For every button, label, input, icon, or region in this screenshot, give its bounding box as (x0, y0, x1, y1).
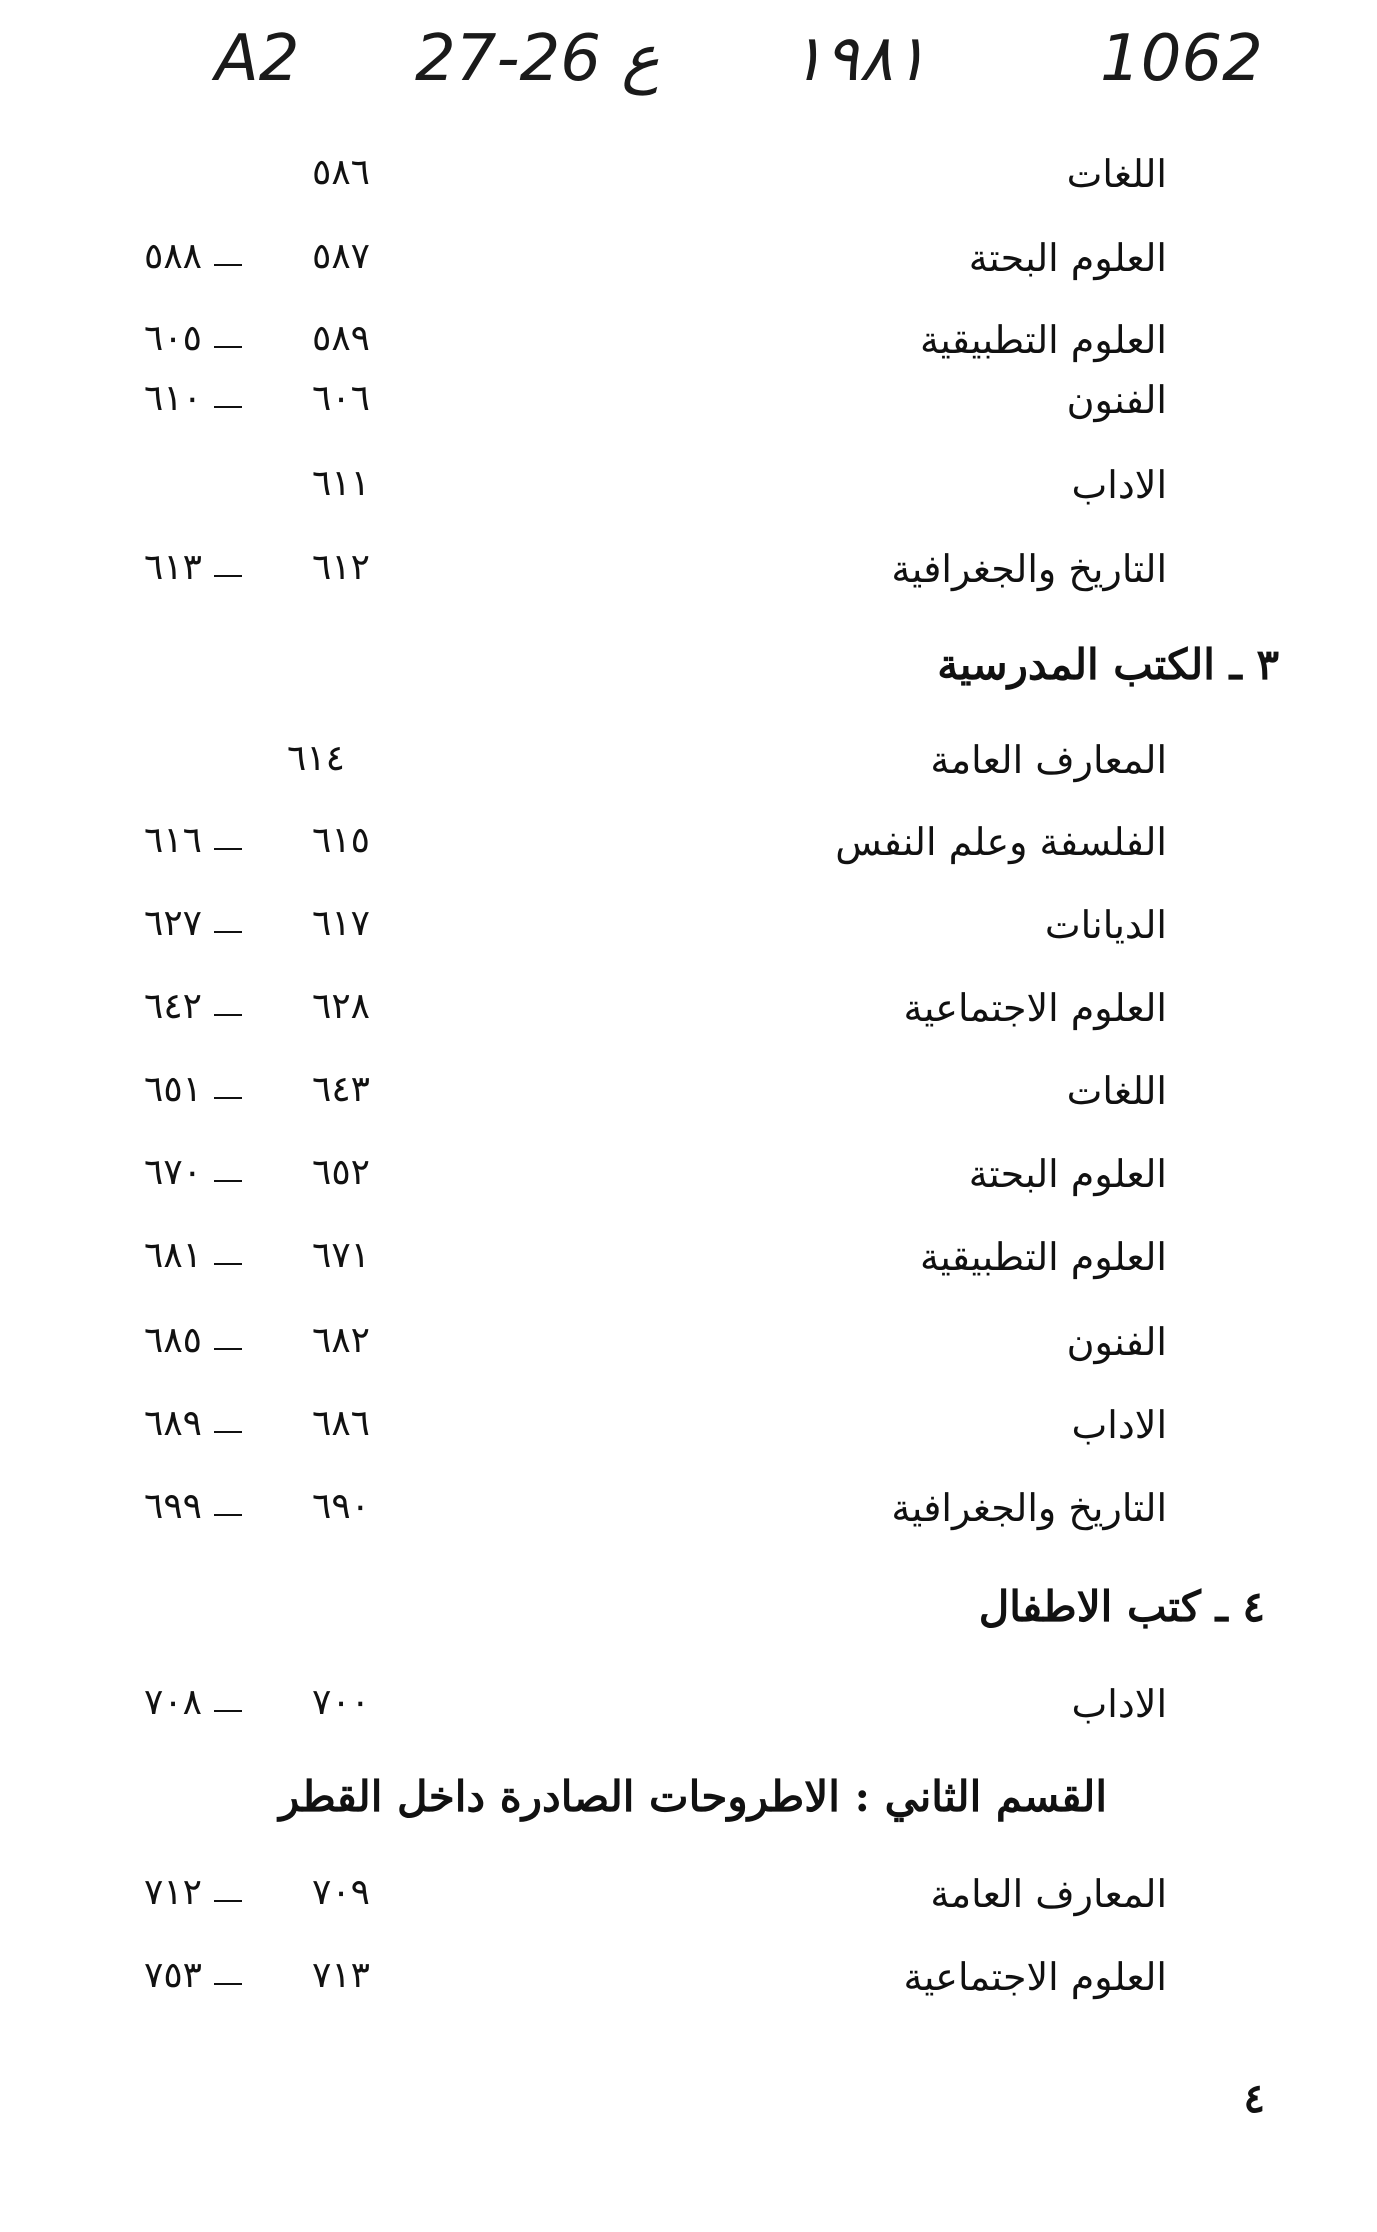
range-dash (214, 346, 242, 348)
range-start: ٦٨٦ (311, 1403, 370, 1444)
range-end: ٦٤٢ (143, 986, 202, 1027)
range-start: ٧١٣ (311, 1955, 370, 1996)
section-heading-theses: القسم الثاني : الاطروحات الصادرة داخل القطر (279, 1772, 1107, 1821)
handwritten-ref-code: A2 (215, 22, 300, 96)
range-end: ٧٥٣ (143, 1955, 202, 1996)
range-dash (214, 1263, 242, 1265)
range-end: ٦٢٧ (143, 903, 202, 944)
range-start: ٦١٢ (311, 547, 370, 588)
handwritten-year: ١٩٨١ (790, 22, 928, 96)
range-dash (214, 1348, 242, 1350)
range-start: ٥٨٧ (311, 236, 370, 277)
range-end: ٦٨٩ (143, 1403, 202, 1444)
index-row (0, 1955, 1377, 2015)
range-dash (214, 1514, 242, 1516)
range-dash (214, 931, 242, 933)
handwritten-number: 1062 (1100, 22, 1263, 96)
page-number: ٤ (1243, 2075, 1265, 2122)
entry-label: العلوم التطبيقية (919, 1235, 1167, 1279)
range-dash (214, 1900, 242, 1902)
range-start: ٦٢٨ (311, 986, 370, 1027)
index-row (0, 318, 1377, 378)
range-start: ٦١٤ (286, 738, 345, 779)
index-row (0, 152, 1377, 212)
entry-label: التاريخ والجغرافية (891, 547, 1167, 591)
index-row (0, 1235, 1377, 1295)
index-row (0, 463, 1377, 523)
range-start: ٧٠٠ (311, 1682, 370, 1723)
entry-label: اللغات (1066, 1069, 1167, 1113)
index-row (0, 1486, 1377, 1546)
range-start: ٦٥٢ (311, 1152, 370, 1193)
range-end: ٦١٣ (143, 547, 202, 588)
entry-label: الفنون (1066, 378, 1167, 422)
range-end: ٦١٦ (143, 820, 202, 861)
range-end: ٦٨١ (143, 1235, 202, 1276)
index-row (0, 378, 1377, 438)
range-start: ٦٩٠ (311, 1486, 370, 1527)
index-row (0, 1152, 1377, 1212)
entry-label: التاريخ والجغرافية (891, 1486, 1167, 1530)
range-dash (214, 406, 242, 408)
range-start: ٦١٧ (311, 903, 370, 944)
index-row (0, 547, 1377, 607)
range-end: ٦١٠ (143, 378, 202, 419)
range-dash (214, 1180, 242, 1182)
range-dash (214, 264, 242, 266)
entry-label: العلوم التطبيقية (919, 318, 1167, 362)
range-end: ٧٠٨ (143, 1682, 202, 1723)
range-end: ٦٩٩ (143, 1486, 202, 1527)
range-start: ٥٨٦ (311, 152, 370, 193)
entry-label: المعارف العامة (930, 738, 1167, 782)
index-row (0, 1069, 1377, 1129)
entry-label: الاداب (1071, 463, 1167, 507)
entry-label: الاداب (1071, 1403, 1167, 1447)
range-start: ٦٤٣ (311, 1069, 370, 1110)
handwritten-pages: 27-26 ع (415, 22, 660, 96)
index-row (0, 1682, 1377, 1742)
index-row (0, 1872, 1377, 1932)
entry-label: الفنون (1066, 1320, 1167, 1364)
entry-label: العلوم البحتة (968, 236, 1167, 280)
index-row (0, 1403, 1377, 1463)
entry-label: الاداب (1071, 1682, 1167, 1726)
entry-label: الديانات (1044, 903, 1167, 947)
range-end: ٧١٢ (143, 1872, 202, 1913)
index-row (0, 820, 1377, 880)
range-start: ٦١١ (311, 463, 370, 504)
range-dash (214, 1014, 242, 1016)
index-row (0, 738, 1377, 798)
range-end: ٦٠٥ (143, 318, 202, 359)
range-end: ٦٧٠ (143, 1152, 202, 1193)
range-dash (214, 575, 242, 577)
section-heading-children-books: ٤ ـ كتب الاطفال (978, 1582, 1265, 1631)
range-dash (214, 1983, 242, 1985)
index-row (0, 903, 1377, 963)
index-row (0, 236, 1377, 296)
range-dash (214, 1097, 242, 1099)
range-start: ٦٠٦ (311, 378, 370, 419)
range-start: ٦١٥ (311, 820, 370, 861)
range-start: ٦٧١ (311, 1235, 370, 1276)
range-start: ٦٨٢ (311, 1320, 370, 1361)
entry-label: الفلسفة وعلم النفس (835, 820, 1167, 864)
range-dash (214, 1710, 242, 1712)
entry-label: العلوم الاجتماعية (903, 1955, 1167, 1999)
index-row (0, 986, 1377, 1046)
range-end: ٦٥١ (143, 1069, 202, 1110)
index-row (0, 1320, 1377, 1380)
entry-label: المعارف العامة (930, 1872, 1167, 1916)
range-dash (214, 1431, 242, 1433)
entry-label: اللغات (1066, 152, 1167, 196)
range-start: ٥٨٩ (311, 318, 370, 359)
range-end: ٦٨٥ (143, 1320, 202, 1361)
section-heading-school-books: ٣ ـ الكتب المدرسية (937, 640, 1279, 689)
range-start: ٧٠٩ (311, 1872, 370, 1913)
range-end: ٥٨٨ (143, 236, 202, 277)
entry-label: العلوم الاجتماعية (903, 986, 1167, 1030)
entry-label: العلوم البحتة (968, 1152, 1167, 1196)
range-dash (214, 848, 242, 850)
